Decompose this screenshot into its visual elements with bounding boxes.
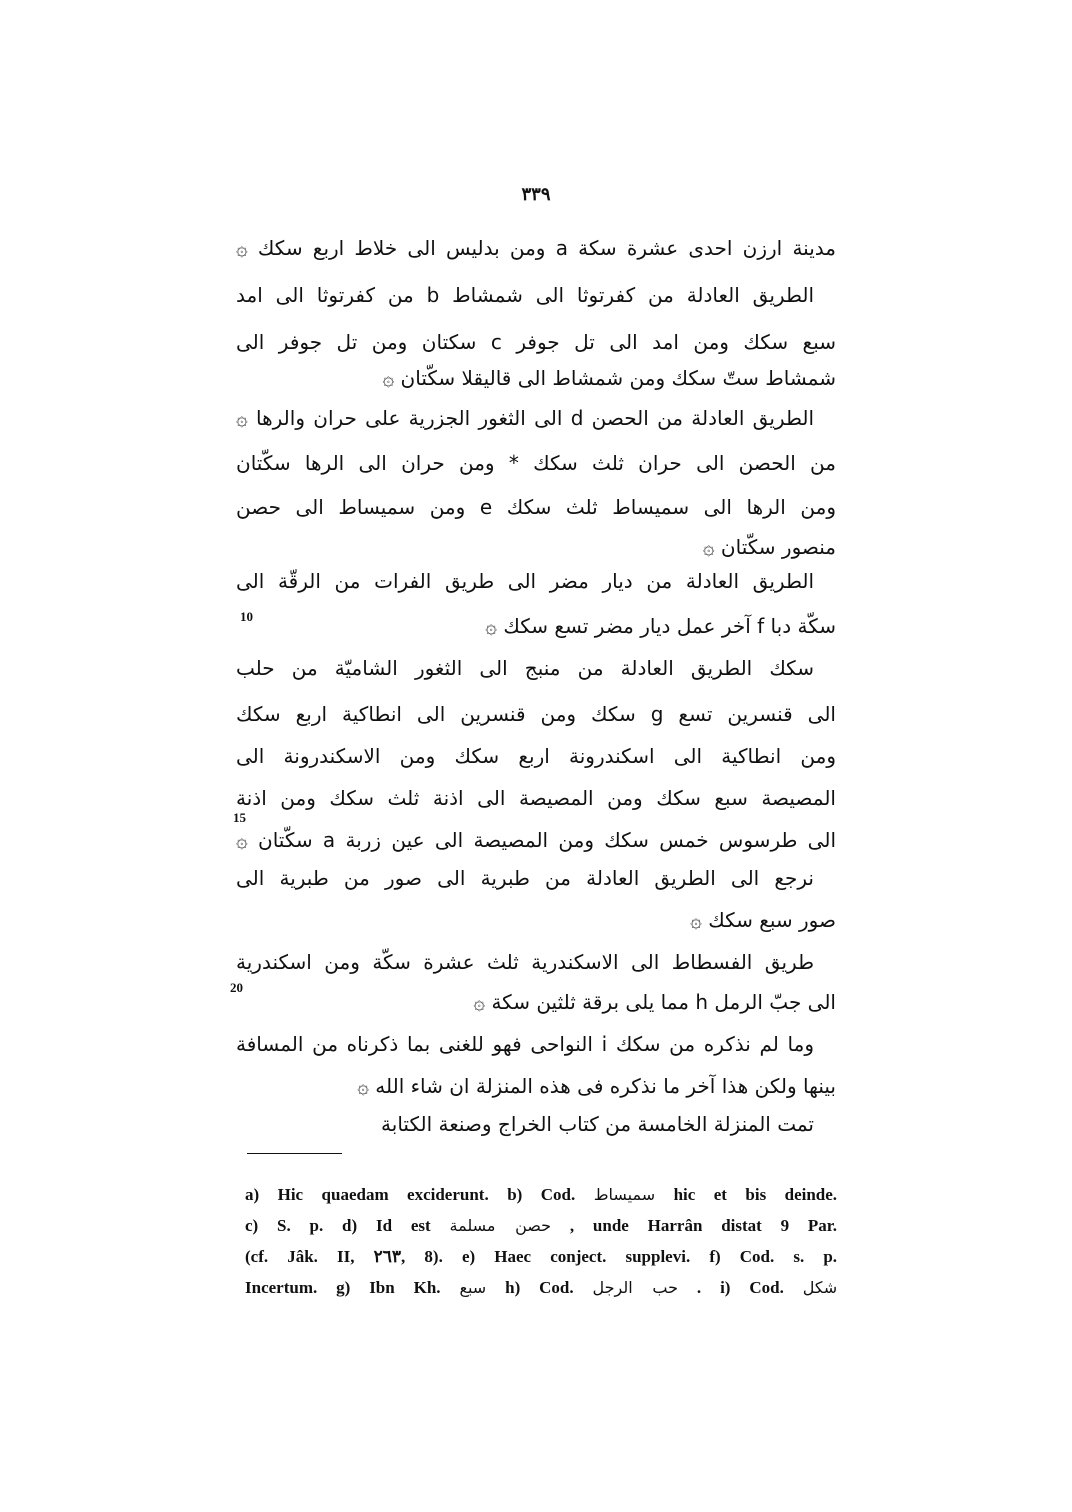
text-line: الى قنسرين تسع g سكك ومن قنسرين الى انطاكية اربع سكك xyxy=(236,702,836,726)
line-number: 20 xyxy=(230,980,243,995)
footnote-incertum: Incertum. xyxy=(245,1278,318,1297)
text-line: ومن انطاكية الى اسكندرونة اربع سكك ومن الاسكندرونة الى xyxy=(236,744,836,768)
footnote-f: f) Cod. s. p. xyxy=(709,1247,837,1266)
footnote-h-label: h) Cod. xyxy=(505,1278,574,1297)
text-line: من الحصن الى حران ثلث سكك * ومن حران الى الرها سكّتان xyxy=(236,451,836,475)
text-line: طريق الفسطاط الى الاسكندرية ثلث عشرة سكّة ومن اسكندرية xyxy=(236,950,814,974)
text-line: المصيصة سبع سكك ومن المصيصة الى اذنة ثلث سكك ومن اذنة xyxy=(236,786,836,810)
text-line: الى جبّ الرمل h مما يلى برقة ثلثين سكة ۞ xyxy=(473,990,836,1014)
text-line: الطريق العادلة من الحصن d الى الثغور الجزرية على حران والرها ۞ xyxy=(236,406,815,430)
text-line: مدينة ارزن احدى عشرة سكة a ومن بدليس الى خلاط اربع سكك ۞ xyxy=(236,236,836,260)
footnote-b-arabic: سميساط xyxy=(593,1185,656,1204)
footnote-divider xyxy=(247,1153,342,1154)
footnote-i-arabic: شكل xyxy=(802,1278,837,1297)
text-line: سكك الطريق العادلة من منبج الى الثغور الشاميّة من حلب xyxy=(236,656,814,680)
text-line: الطريق العادلة من كفرتوثا الى شمشاط b من كفرتوثا الى امد xyxy=(236,283,814,307)
footnote-b-text: hic et bis deinde. xyxy=(673,1185,837,1204)
text-line: سبع سكك ومن امد الى تل جوفر c سكتان ومن تل جوفر الى xyxy=(236,330,836,354)
footnote-b-label: b) Cod. xyxy=(507,1185,576,1204)
line-number: 10 xyxy=(240,609,253,624)
footnote-cf: (cf. Jâk. II, ٢٦٣, 8). xyxy=(245,1247,443,1266)
footnote-d-label: d) Id est xyxy=(342,1216,431,1235)
text-line: وما لم نذكره من سكك i النواحى فهو للغنى بما ذكرناه من المسافة xyxy=(236,1032,815,1056)
footnote-h-arabic: حب الرجل xyxy=(592,1278,679,1297)
text-line: تمت المنزلة الخامسة من كتاب الخراج وصنعة الكتابة xyxy=(381,1112,814,1136)
line-number: 15 xyxy=(233,810,246,825)
text-line: بينها ولكن هذا آخر ما نذكره فى هذه المنزلة ان شاء الله ۞ xyxy=(357,1074,836,1098)
footnote-line-4 xyxy=(245,1273,837,1303)
page-number: ٣٣٩ xyxy=(521,184,551,205)
footnote-a: a) Hic quaedam exciderunt. xyxy=(245,1185,489,1204)
text-line: الى طرسوس خمس سكك ومن المصيصة الى عين زربة a سكّتان ۞ xyxy=(236,828,836,852)
footnote-line-3 xyxy=(245,1242,837,1272)
footnote-g-arabic: سبع xyxy=(459,1278,487,1297)
text-line: شمشاط ستّ سكك ومن شمشاط الى قاليقلا سكّتان ۞ xyxy=(382,366,836,390)
footnote-i-label: . i) Cod. xyxy=(696,1278,784,1297)
text-line: صور سبع سكك ۞ xyxy=(690,908,836,932)
text-line: الطريق العادلة من ديار مضر الى طريق الفرات من الرقّة الى xyxy=(236,569,814,593)
text-line: سكّة دبا f آخر عمل ديار مضر تسع سكك ۞ xyxy=(485,614,836,638)
footnote-c: c) S. p. xyxy=(245,1216,324,1235)
footnote-g-label: g) Ibn Kh. xyxy=(336,1278,441,1297)
footnote-line-2 xyxy=(245,1211,837,1241)
text-line: نرجع الى الطريق العادلة من طبرية الى صور من طبرية الى xyxy=(236,866,814,890)
footnote-e: e) Haec conject. supplevi. xyxy=(461,1247,691,1266)
text-line: منصور سكّتان ۞ xyxy=(702,535,836,559)
text-line: ومن الرها الى سميساط ثلث سكك e ومن سميساط الى حصن xyxy=(236,495,836,519)
footnote-d-text: , unde Harrân distat 9 Par. xyxy=(569,1216,837,1235)
footnote-line-1 xyxy=(245,1180,837,1210)
footnote-d-arabic: حصن مسلمة xyxy=(449,1216,552,1235)
